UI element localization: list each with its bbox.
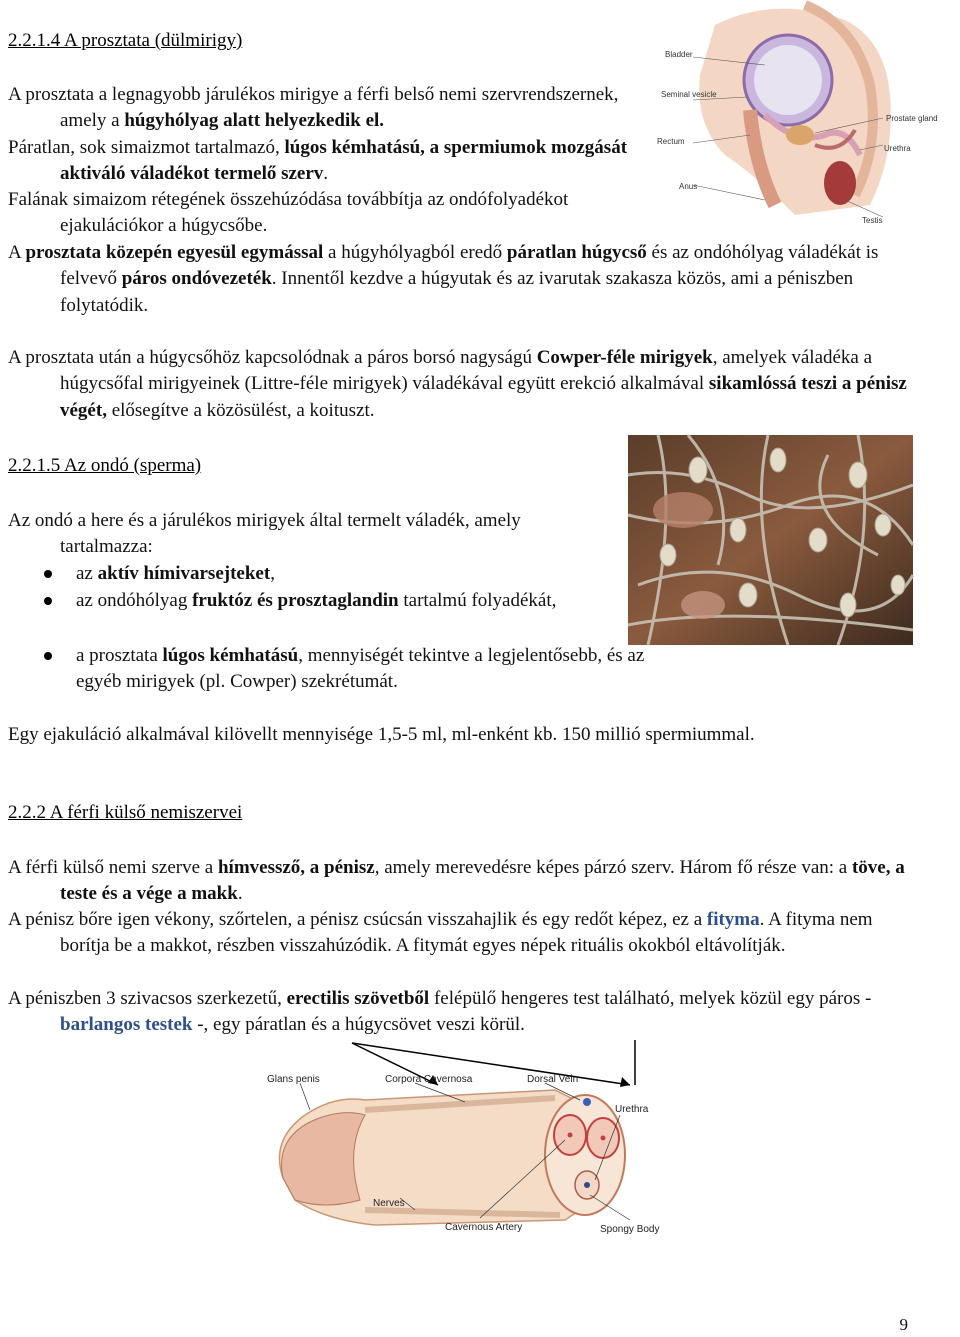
label-bladder: Bladder: [665, 50, 693, 59]
prostate-text-4: A prosztata közepén egyesül egymással a húgyhólyagból eredő páratlan húgycső és az ondóhólyag váladékát is felvevő páros ondóvezeték. Innentől kezdve a húgyutak és az ivarutak szakasza közös, ami a péniszben folytatódik.: [8, 242, 879, 316]
label-corpora-cavernosa: Corpora Cavernosa: [385, 1074, 473, 1085]
section-heading-external-genitalia: 2.2.2 A férfi külső nemiszervei: [8, 802, 243, 823]
sperm-micrograph: [628, 435, 913, 645]
section-heading-prostate: 2.2.1.4 A prosztata (dülmirigy): [8, 30, 243, 51]
prostate-anatomy-figure: [655, 5, 938, 227]
label-urethra-penis: Urethra: [615, 1104, 649, 1115]
prostate-paragraph-cont: [8, 240, 908, 319]
semen-intro: Az ondó a here és a járulékos mirigyek által termelt váladék, amely tartalmazza:: [8, 510, 521, 558]
penis-paragraph-3: A péniszben 3 szivacsos szerkezetű, erectilis szövetből felépülő hengeres test található, melyek közül egy páros - barlangos testek -, egy páratlan és a húgycsövet veszi körül.: [8, 988, 872, 1036]
penis-paragraph-1: A férfi külső nemi szerve a hímvessző, a pénisz, amely merevedésre képes párzó szerv. Három fő része van: a töve, a teste és a vége a makk.: [8, 857, 905, 905]
bullet-icon: [44, 570, 52, 578]
label-glans-penis: Glans penis: [267, 1074, 320, 1085]
prostate-text-2: Páratlan, sok simaizmot tartalmazó, lúgos kémhatású, a spermiumok mozgását aktiváló váladékot termelő szerv.: [8, 136, 628, 184]
penis-cross-section-figure: [265, 1070, 665, 1235]
label-spongy-body: Spongy Body: [600, 1224, 660, 1235]
label-dorsal-vein: Dorsal Vein: [527, 1074, 579, 1085]
prostate-text-1: A prosztata a legnagyobb járulékos mirigye a férfi belső nemi szervrendszernek, amely a húgyhólyag alatt helyezkedik el.: [8, 84, 619, 132]
ejaculate-amount: Egy ejakuláció alkalmával kilövellt mennyisége 1,5-5 ml, ml-enként kb. 150 millió spermiummal.: [8, 724, 755, 745]
label-nerves: Nerves: [373, 1198, 405, 1209]
label-rectum: Rectum: [657, 137, 685, 146]
label-prostate: Prostate gland: [886, 114, 938, 123]
section-heading-semen: 2.2.1.5 Az ondó (sperma): [8, 455, 202, 476]
label-seminal-vesicle: Seminal vesicle: [661, 90, 717, 99]
label-anus: Anus: [679, 182, 698, 191]
label-testis: Testis: [862, 216, 883, 225]
prostate-text-3: Falának simaizom rétegének összehúzódása továbbítja az ondófolyadékot ejakulációkor a húgycsőbe.: [8, 189, 569, 237]
label-cavernous-artery: Cavernous Artery: [445, 1222, 523, 1233]
label-urethra: Urethra: [884, 144, 911, 153]
bullet-icon: [44, 652, 52, 660]
penis-paragraph-2: A pénisz bőre igen vékony, szőrtelen, a pénisz csúcsán visszahajlik és egy redőt képez, ez a fityma. A fityma nem borítja be a makkot, részben visszahúzódik. A fitymát egyes népek rituális okokból eltávolítják.: [8, 909, 873, 957]
prostate-paragraph: [8, 82, 668, 240]
bullet-icon: [44, 597, 52, 605]
page-number: 9: [899, 1315, 908, 1334]
cowper-paragraph: A prosztata után a húgycsőhöz kapcsolódnak a páros borsó nagyságú Cowper-féle mirigyek, amelyek váladéka a húgycsőfal mirigyeinek (Littre-féle mirigyek) váladékával együtt erekció alkalmával sikamlóssá teszi a pénisz végét, elősegítve a közösülést, a koituszt.: [8, 347, 907, 421]
